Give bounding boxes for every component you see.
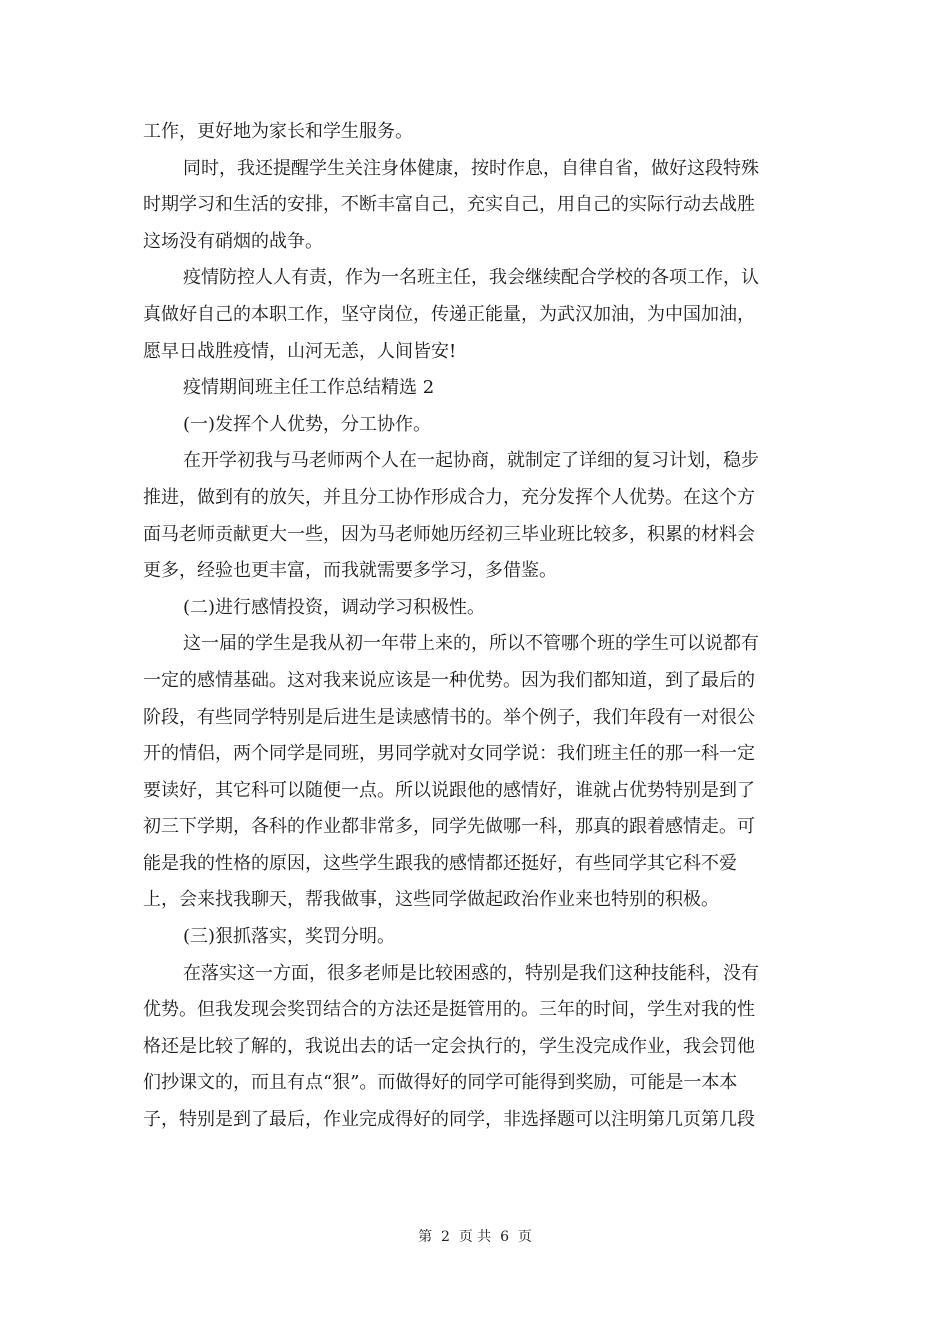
text-line: (三)狠抓落实，奖罚分明。 <box>183 926 396 948</box>
text-line: 们抄课文的，而且有点“狠”。而做得好的同学可能得到奖励，可能是一本本 <box>143 1072 738 1094</box>
text-line: 疫情期间班主任工作总结精选 2 <box>183 377 435 399</box>
text-line: (一)发挥个人优势，分工协作。 <box>183 413 432 435</box>
text-line: 疫情防控人人有责，作为一名班主任，我会继续配合学校的各项工作，认 <box>183 267 759 289</box>
text-line: 同时，我还提醒学生关注身体健康，按时作息，自律自省，做好这段特殊 <box>183 157 759 179</box>
text-line: 在开学初我与马老师两个人在一起协商，就制定了详细的复习计划，稳步 <box>183 450 759 472</box>
text-line: 愿早日战胜疫情，山河无恙，人间皆安! <box>143 340 457 362</box>
document-body <box>143 114 805 1139</box>
page-footer: 第 2 页 共 6 页 <box>418 1229 532 1245</box>
text-line: 要读好，其它科可以随便一点。所以说跟他的感情好，谁就占优势特别是到了 <box>143 779 755 801</box>
text-line: 真做好自己的本职工作，坚守岗位，传递正能量，为武汉加油，为中国加油， <box>143 303 755 325</box>
text-line: 优势。但我发现会奖罚结合的方法还是挺管用的。三年的时间，学生对我的性 <box>143 999 755 1021</box>
text-line: 初三下学期，各科的作业都非常多，同学先做哪一科，那真的跟着感情走。可 <box>143 816 755 838</box>
text-line: 开的情侣，两个同学是同班，男同学就对女同学说：我们班主任的那一科一定 <box>143 743 755 765</box>
text-line: 上，会来找我聊天，帮我做事，这些同学做起政治作业来也特别的积极。 <box>143 889 719 911</box>
text-line: (二)进行感情投资，调动学习积极性。 <box>183 596 486 618</box>
text-line: 更多，经验也更丰富，而我就需要多学习，多借鉴。 <box>143 560 557 582</box>
text-line: 格还是比较了解的，我说出去的话一定会执行的，学生没完成作业，我会罚他 <box>143 1035 755 1057</box>
text-line: 工作，更好地为家长和学生服务。 <box>143 121 413 142</box>
text-line: 阶段，有些同学特别是后进生是读感情书的。举个例子，我们年段有一对很公 <box>143 706 755 728</box>
text-line: 推进，做到有的放矢，并且分工协作形成合力，充分发挥个人优势。在这个方 <box>143 486 755 508</box>
text-line: 子，特别是到了最后，作业完成得好的同学，非选择题可以注明第几页第几段 <box>143 1109 755 1131</box>
text-line: 一定的感情基础。这对我来说应该是一种优势。因为我们都知道，到了最后的 <box>143 669 755 691</box>
text-line: 能是我的性格的原因，这些学生跟我的感情都还挺好，有些同学其它科不爱 <box>143 852 737 874</box>
text-line: 在落实这一方面，很多老师是比较困惑的，特别是我们这种技能科，没有 <box>183 962 759 984</box>
text-line: 面马老师贡献更大一些，因为马老师她历经初三毕业班比较多，积累的材料会 <box>143 523 755 545</box>
text-line: 这场没有硝烟的战争。 <box>143 230 323 252</box>
text-line: 时期学习和生活的安排，不断丰富自己，充实自己，用自己的实际行动去战胜 <box>143 194 755 216</box>
text-line: 这一届的学生是我从初一年带上来的，所以不管哪个班的学生可以说都有 <box>183 633 759 655</box>
